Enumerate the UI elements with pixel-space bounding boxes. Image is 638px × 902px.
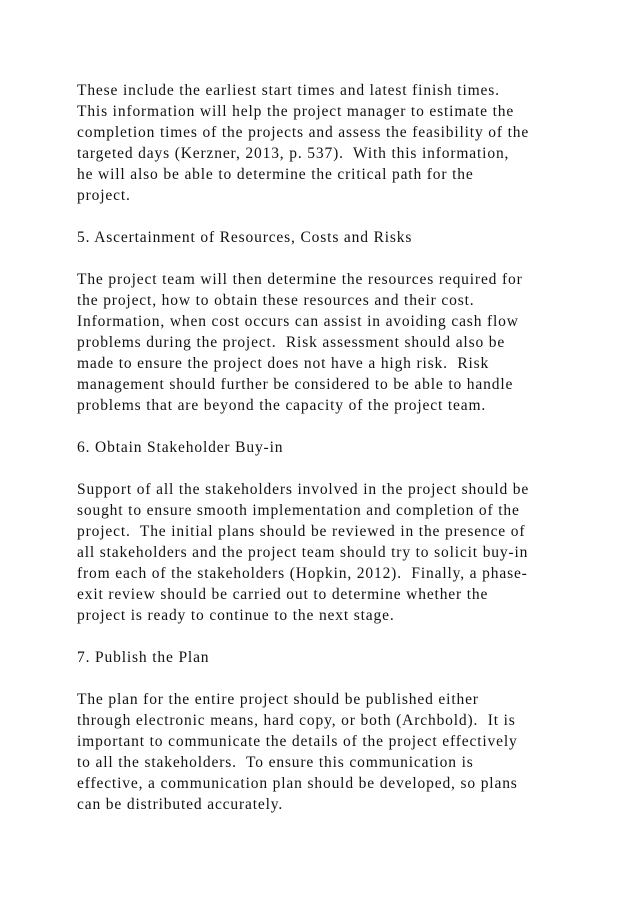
paragraph-line: Information, when cost occurs can assist in avoiding cash flow bbox=[77, 313, 519, 330]
paragraph-line: exit review should be carried out to determine whether the bbox=[77, 586, 489, 603]
paragraph-line: targeted days (Kerzner, 2013, p. 537). With this information, bbox=[77, 145, 510, 162]
paragraph-gap bbox=[77, 668, 597, 689]
paragraph-line: the project, how to obtain these resources and their cost. bbox=[77, 292, 475, 309]
paragraph-line: to all the stakeholders. To ensure this communication is bbox=[77, 754, 474, 771]
paragraph-gap bbox=[77, 416, 597, 437]
paragraph-line: problems during the project. Risk assessment should also be bbox=[77, 334, 506, 351]
paragraph-line: project. bbox=[77, 187, 131, 204]
section-heading-7: 7. Publish the Plan bbox=[77, 649, 210, 666]
paragraph-gap bbox=[77, 458, 597, 479]
paragraph-line: Support of all the stakeholders involved in the project should be bbox=[77, 481, 530, 498]
paragraph-resources-costs-risks bbox=[77, 269, 597, 416]
paragraph-line: he will also be able to determine the critical path for the bbox=[77, 166, 474, 183]
paragraph-line: The plan for the entire project should be published either bbox=[77, 691, 479, 708]
paragraph-line: through electronic means, hard copy, or both (Archbold). It is bbox=[77, 712, 516, 729]
section-heading-6: 6. Obtain Stakeholder Buy-in bbox=[77, 439, 284, 456]
paragraph-schedule-times bbox=[77, 80, 597, 206]
paragraph-publish-plan bbox=[77, 689, 597, 815]
paragraph-line: made to ensure the project does not have a high risk. Risk bbox=[77, 355, 490, 372]
paragraph-line: important to communicate the details of the project effectively bbox=[77, 733, 518, 750]
paragraph-line: can be distributed accurately. bbox=[77, 796, 284, 813]
paragraph-line: sought to ensure smooth implementation and completion of the bbox=[77, 502, 520, 519]
paragraph-line: all stakeholders and the project team should try to solicit buy-in bbox=[77, 544, 529, 561]
paragraph-line: project. The initial plans should be reviewed in the presence of bbox=[77, 523, 526, 540]
paragraph-line: This information will help the project manager to estimate the bbox=[77, 103, 515, 120]
paragraph-line: problems that are beyond the capacity of the project team. bbox=[77, 397, 487, 414]
paragraph-gap bbox=[77, 248, 597, 269]
paragraph-line: management should further be considered to be able to handle bbox=[77, 376, 514, 393]
paragraph-line: The project team will then determine the resources required for bbox=[77, 271, 523, 288]
paragraph-line: completion times of the projects and assess the feasibility of the bbox=[77, 124, 530, 141]
paragraph-line: project is ready to continue to the next stage. bbox=[77, 607, 395, 624]
paragraph-gap bbox=[77, 626, 597, 647]
section-heading-5: 5. Ascertainment of Resources, Costs and Risks bbox=[77, 229, 413, 246]
paragraph-line: These include the earliest start times and latest finish times. bbox=[77, 82, 500, 99]
paragraph-stakeholder-buy-in bbox=[77, 479, 597, 626]
paragraph-gap bbox=[77, 206, 597, 227]
paragraph-line: from each of the stakeholders (Hopkin, 2012). Finally, a phase- bbox=[77, 565, 528, 582]
paragraph-line: effective, a communication plan should be developed, so plans bbox=[77, 775, 518, 792]
document-body bbox=[77, 80, 597, 815]
